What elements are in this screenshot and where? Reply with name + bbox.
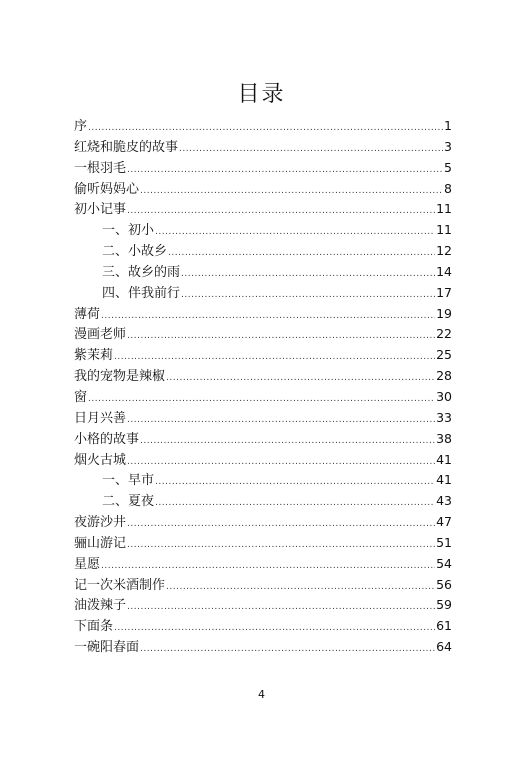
toc-leader-dots: [166, 368, 435, 389]
toc-entry[interactable]: [74, 366, 452, 387]
toc-entry-title: 日月兴善: [74, 410, 127, 426]
toc-leader-dots: [114, 347, 435, 368]
toc-entry-title: 漫画老师: [74, 327, 127, 343]
toc-entry[interactable]: [74, 324, 452, 345]
toc-entry-page: 56: [436, 576, 452, 592]
toc-entry-page: 8: [444, 180, 452, 196]
toc-entry-title: 星愿: [74, 556, 101, 572]
toc-subentry[interactable]: [74, 491, 452, 512]
toc-entry-title: 油泼辣子: [74, 598, 127, 614]
toc-leader-dots: [88, 389, 435, 410]
toc-leader-dots: [181, 264, 435, 285]
toc-entry-title: 一根羽毛: [74, 160, 127, 176]
toc-entry[interactable]: [74, 116, 452, 137]
toc-entry[interactable]: [74, 450, 452, 471]
toc-leader-dots: [127, 326, 435, 347]
toc-entry[interactable]: [74, 179, 452, 200]
toc-entry-page: 54: [436, 555, 452, 571]
toc-entry-page: 64: [436, 639, 452, 655]
toc-leader-dots: [88, 118, 443, 139]
toc-entry-title: 二、夏夜: [102, 494, 155, 510]
toc-entry-title: 窗: [74, 389, 88, 405]
toc-entry-page: 43: [436, 493, 452, 509]
toc-leader-dots: [155, 493, 435, 514]
toc-entry-page: 59: [436, 597, 452, 613]
toc-entry-title: 二、小故乡: [102, 244, 168, 260]
table-of-contents: [74, 116, 452, 658]
toc-leader-dots: [140, 181, 443, 202]
toc-entry[interactable]: [74, 429, 452, 450]
toc-entry-title: 下面条: [74, 619, 114, 635]
toc-entry-page: 11: [436, 222, 452, 238]
toc-entry-title: 偷听妈妈心: [74, 181, 140, 197]
toc-subentry[interactable]: [74, 262, 452, 283]
toc-entry-title: 紫茉莉: [74, 348, 114, 364]
toc-entry-title: 烟火古城: [74, 452, 127, 468]
toc-entry-page: 61: [436, 618, 452, 634]
toc-leader-dots: [101, 306, 435, 327]
page-number: 4: [258, 688, 265, 701]
toc-leader-dots: [127, 201, 435, 222]
toc-entry-page: 11: [436, 201, 452, 217]
toc-leader-dots: [127, 410, 435, 431]
toc-entry-page: 14: [436, 263, 452, 279]
toc-entry-title: 小格的故事: [74, 431, 140, 447]
toc-entry[interactable]: [74, 387, 452, 408]
toc-leader-dots: [166, 577, 435, 598]
toc-entry-page: 30: [436, 388, 452, 404]
toc-entry-page: 1: [444, 118, 452, 133]
toc-entry[interactable]: [74, 575, 452, 596]
toc-entry[interactable]: [74, 554, 452, 575]
toc-entry-page: 22: [436, 326, 452, 342]
toc-entry-page: 5: [444, 159, 452, 175]
toc-entry-title: 初小记事: [74, 202, 127, 218]
toc-entry[interactable]: [74, 137, 452, 158]
toc-leader-dots: [168, 243, 435, 264]
toc-leader-dots: [140, 431, 435, 452]
toc-entry[interactable]: [74, 616, 452, 637]
toc-entry-page: 41: [436, 472, 452, 488]
toc-entry-title: 薄荷: [74, 306, 101, 322]
toc-subentry[interactable]: [74, 220, 452, 241]
toc-entry-page: 17: [436, 284, 452, 300]
toc-entry[interactable]: [74, 637, 452, 658]
toc-leader-dots: [114, 618, 435, 639]
toc-entry[interactable]: [74, 408, 452, 429]
toc-entry-page: 38: [436, 430, 452, 446]
toc-entry-page: 28: [436, 368, 452, 384]
toc-entry-title: 夜游沙井: [74, 515, 127, 531]
toc-leader-dots: [127, 597, 435, 618]
toc-entry-page: 25: [436, 347, 452, 363]
toc-entry-title: 三、故乡的雨: [102, 264, 181, 280]
toc-entry-page: 51: [436, 534, 452, 550]
toc-leader-dots: [181, 285, 435, 306]
toc-leader-dots: [101, 556, 435, 577]
toc-entry[interactable]: [74, 533, 452, 554]
toc-entry[interactable]: [74, 345, 452, 366]
toc-entry-page: 47: [436, 514, 452, 530]
page-title: 目录: [237, 82, 286, 107]
toc-leader-dots: [127, 535, 435, 556]
toc-entry[interactable]: [74, 595, 452, 616]
toc-subentry[interactable]: [74, 283, 452, 304]
toc-entry-title: 记一次米酒制作: [74, 577, 166, 593]
toc-entry-title: 一、初小: [102, 223, 155, 239]
toc-entry[interactable]: [74, 158, 452, 179]
toc-entry[interactable]: [74, 512, 452, 533]
toc-subentry[interactable]: [74, 241, 452, 262]
toc-entry-title: 序: [74, 119, 88, 134]
toc-subentry[interactable]: [74, 470, 452, 491]
toc-entry[interactable]: [74, 199, 452, 220]
toc-entry-title: 骊山游记: [74, 535, 127, 551]
toc-entry-page: 33: [436, 409, 452, 425]
toc-leader-dots: [155, 222, 435, 243]
toc-entry-title: 红烧和脆皮的故事: [74, 139, 179, 155]
toc-leader-dots: [127, 452, 435, 473]
toc-leader-dots: [127, 160, 443, 181]
toc-entry-page: 3: [444, 138, 452, 154]
toc-leader-dots: [127, 514, 435, 535]
toc-entry-title: 我的宠物是辣椒: [74, 369, 166, 385]
toc-entry-title: 一碗阳春面: [74, 640, 140, 656]
toc-leader-dots: [179, 139, 443, 160]
toc-entry[interactable]: [74, 304, 452, 325]
toc-leader-dots: [140, 639, 435, 660]
toc-entry-page: 19: [436, 305, 452, 321]
toc-entry-title: 一、早市: [102, 473, 155, 489]
toc-leader-dots: [155, 472, 435, 493]
toc-entry-page: 41: [436, 451, 452, 467]
toc-entry-page: 12: [436, 243, 452, 259]
toc-entry-title: 四、伴我前行: [102, 285, 181, 301]
